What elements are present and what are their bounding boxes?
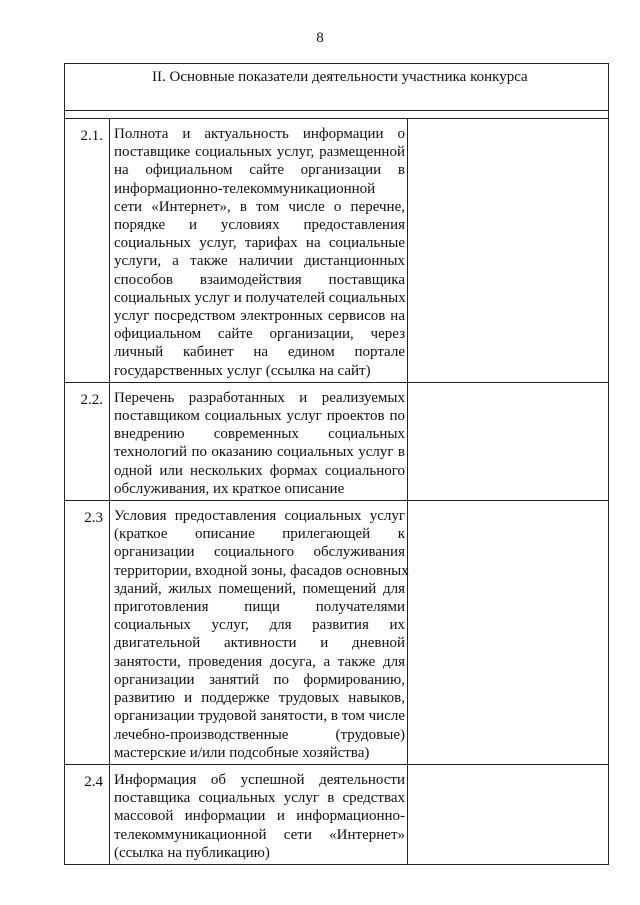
row-description [110, 501, 408, 764]
description-line: сети «Интернет», в том числе о перечне, [114, 198, 405, 215]
description-line: поставщика социальных услуг в средствах [114, 790, 405, 807]
table-body [65, 118, 608, 864]
table-row [65, 500, 608, 764]
description-line: Условия предоставления социальных услуг [114, 508, 405, 525]
row-value-cell[interactable] [408, 765, 608, 864]
description-line: способов взаимодействия поставщика [114, 271, 405, 288]
description-line: услуг посредством электронных сервисов на [114, 308, 405, 325]
row-number: 2.4 [65, 765, 110, 864]
description-line: организации трудовой занятости, в том числе [114, 708, 405, 725]
description-line: поставщиком социальных услуг проектов по [114, 408, 405, 425]
description-line: (краткое описание прилегающей к [114, 526, 405, 543]
row-value-cell[interactable] [408, 119, 608, 382]
description-line: Информация об успешной деятельности [114, 771, 405, 788]
section-title: II. Основные показатели деятельности участника конкурса [65, 64, 608, 111]
description-line: на официальном сайте организации в [114, 162, 405, 179]
description-line: официальном сайте организации, через [114, 326, 405, 343]
row-value-cell[interactable] [408, 501, 608, 764]
description-line: развитию и поддержке трудовых навыков, [114, 690, 405, 707]
description-line: лечебно-производственные (трудовые) [114, 726, 405, 743]
description-line: порядке и условиях предоставления [114, 217, 405, 234]
row-description [110, 119, 408, 382]
description-line: (ссылка на публикацию) [114, 844, 270, 861]
description-line: социальных услуг, тарифах на социальные [114, 235, 405, 252]
description-line: приготовления пищи получателями [114, 599, 405, 616]
description-line: телекоммуникационной сети «Интернет» [114, 826, 405, 843]
description-line: мастерские и/или подсобные хозяйства) [114, 744, 370, 761]
row-number: 2.1. [65, 119, 110, 382]
description-line: зданий, жилых помещений, помещений для [114, 580, 405, 597]
description-line: занятости, проведения досуга, а также для [114, 653, 405, 670]
description-line: одной или нескольких формах социального [114, 462, 405, 479]
description-line: государственных услуг (ссылка на сайт) [114, 362, 371, 379]
indicators-table [64, 63, 609, 865]
row-number: 2.3 [65, 501, 110, 764]
description-line: внедрению современных социальных [114, 426, 405, 443]
description-line: технологий по оказанию социальных услуг в [114, 444, 405, 461]
row-description [110, 765, 408, 864]
row-description [110, 383, 408, 500]
description-line: Полнота и актуальность информации о [114, 126, 405, 142]
description-line: поставщике социальных услуг, размещенной [114, 144, 405, 161]
description-line: территории, входной зоны, фасадов основных [114, 562, 409, 579]
description-line: личный кабинет на едином портале [114, 344, 405, 361]
description-line: услуги, а также наличии дистанционных [114, 253, 405, 270]
row-number: 2.2. [65, 383, 110, 500]
table-row [65, 382, 608, 500]
table-row [65, 764, 608, 864]
description-line: организации социального обслуживания [114, 544, 405, 561]
description-line: двигательной активности и дневной [114, 635, 405, 652]
row-value-cell[interactable] [408, 383, 608, 500]
description-line: Перечень разработанных и реализуемых [114, 389, 405, 406]
page-number: 8 [316, 30, 324, 46]
description-line: информационно-телекоммуникационной [114, 180, 376, 197]
description-line: массовой информации и информационно- [114, 808, 405, 825]
description-line: социальных услуг и получателей социальных [114, 289, 406, 306]
description-line: социальных услуг, для развития их [114, 617, 405, 634]
table-row [65, 118, 608, 382]
description-line: обслуживания, их краткое описание [114, 480, 345, 497]
description-line: организации занятий по формированию, [114, 671, 405, 688]
